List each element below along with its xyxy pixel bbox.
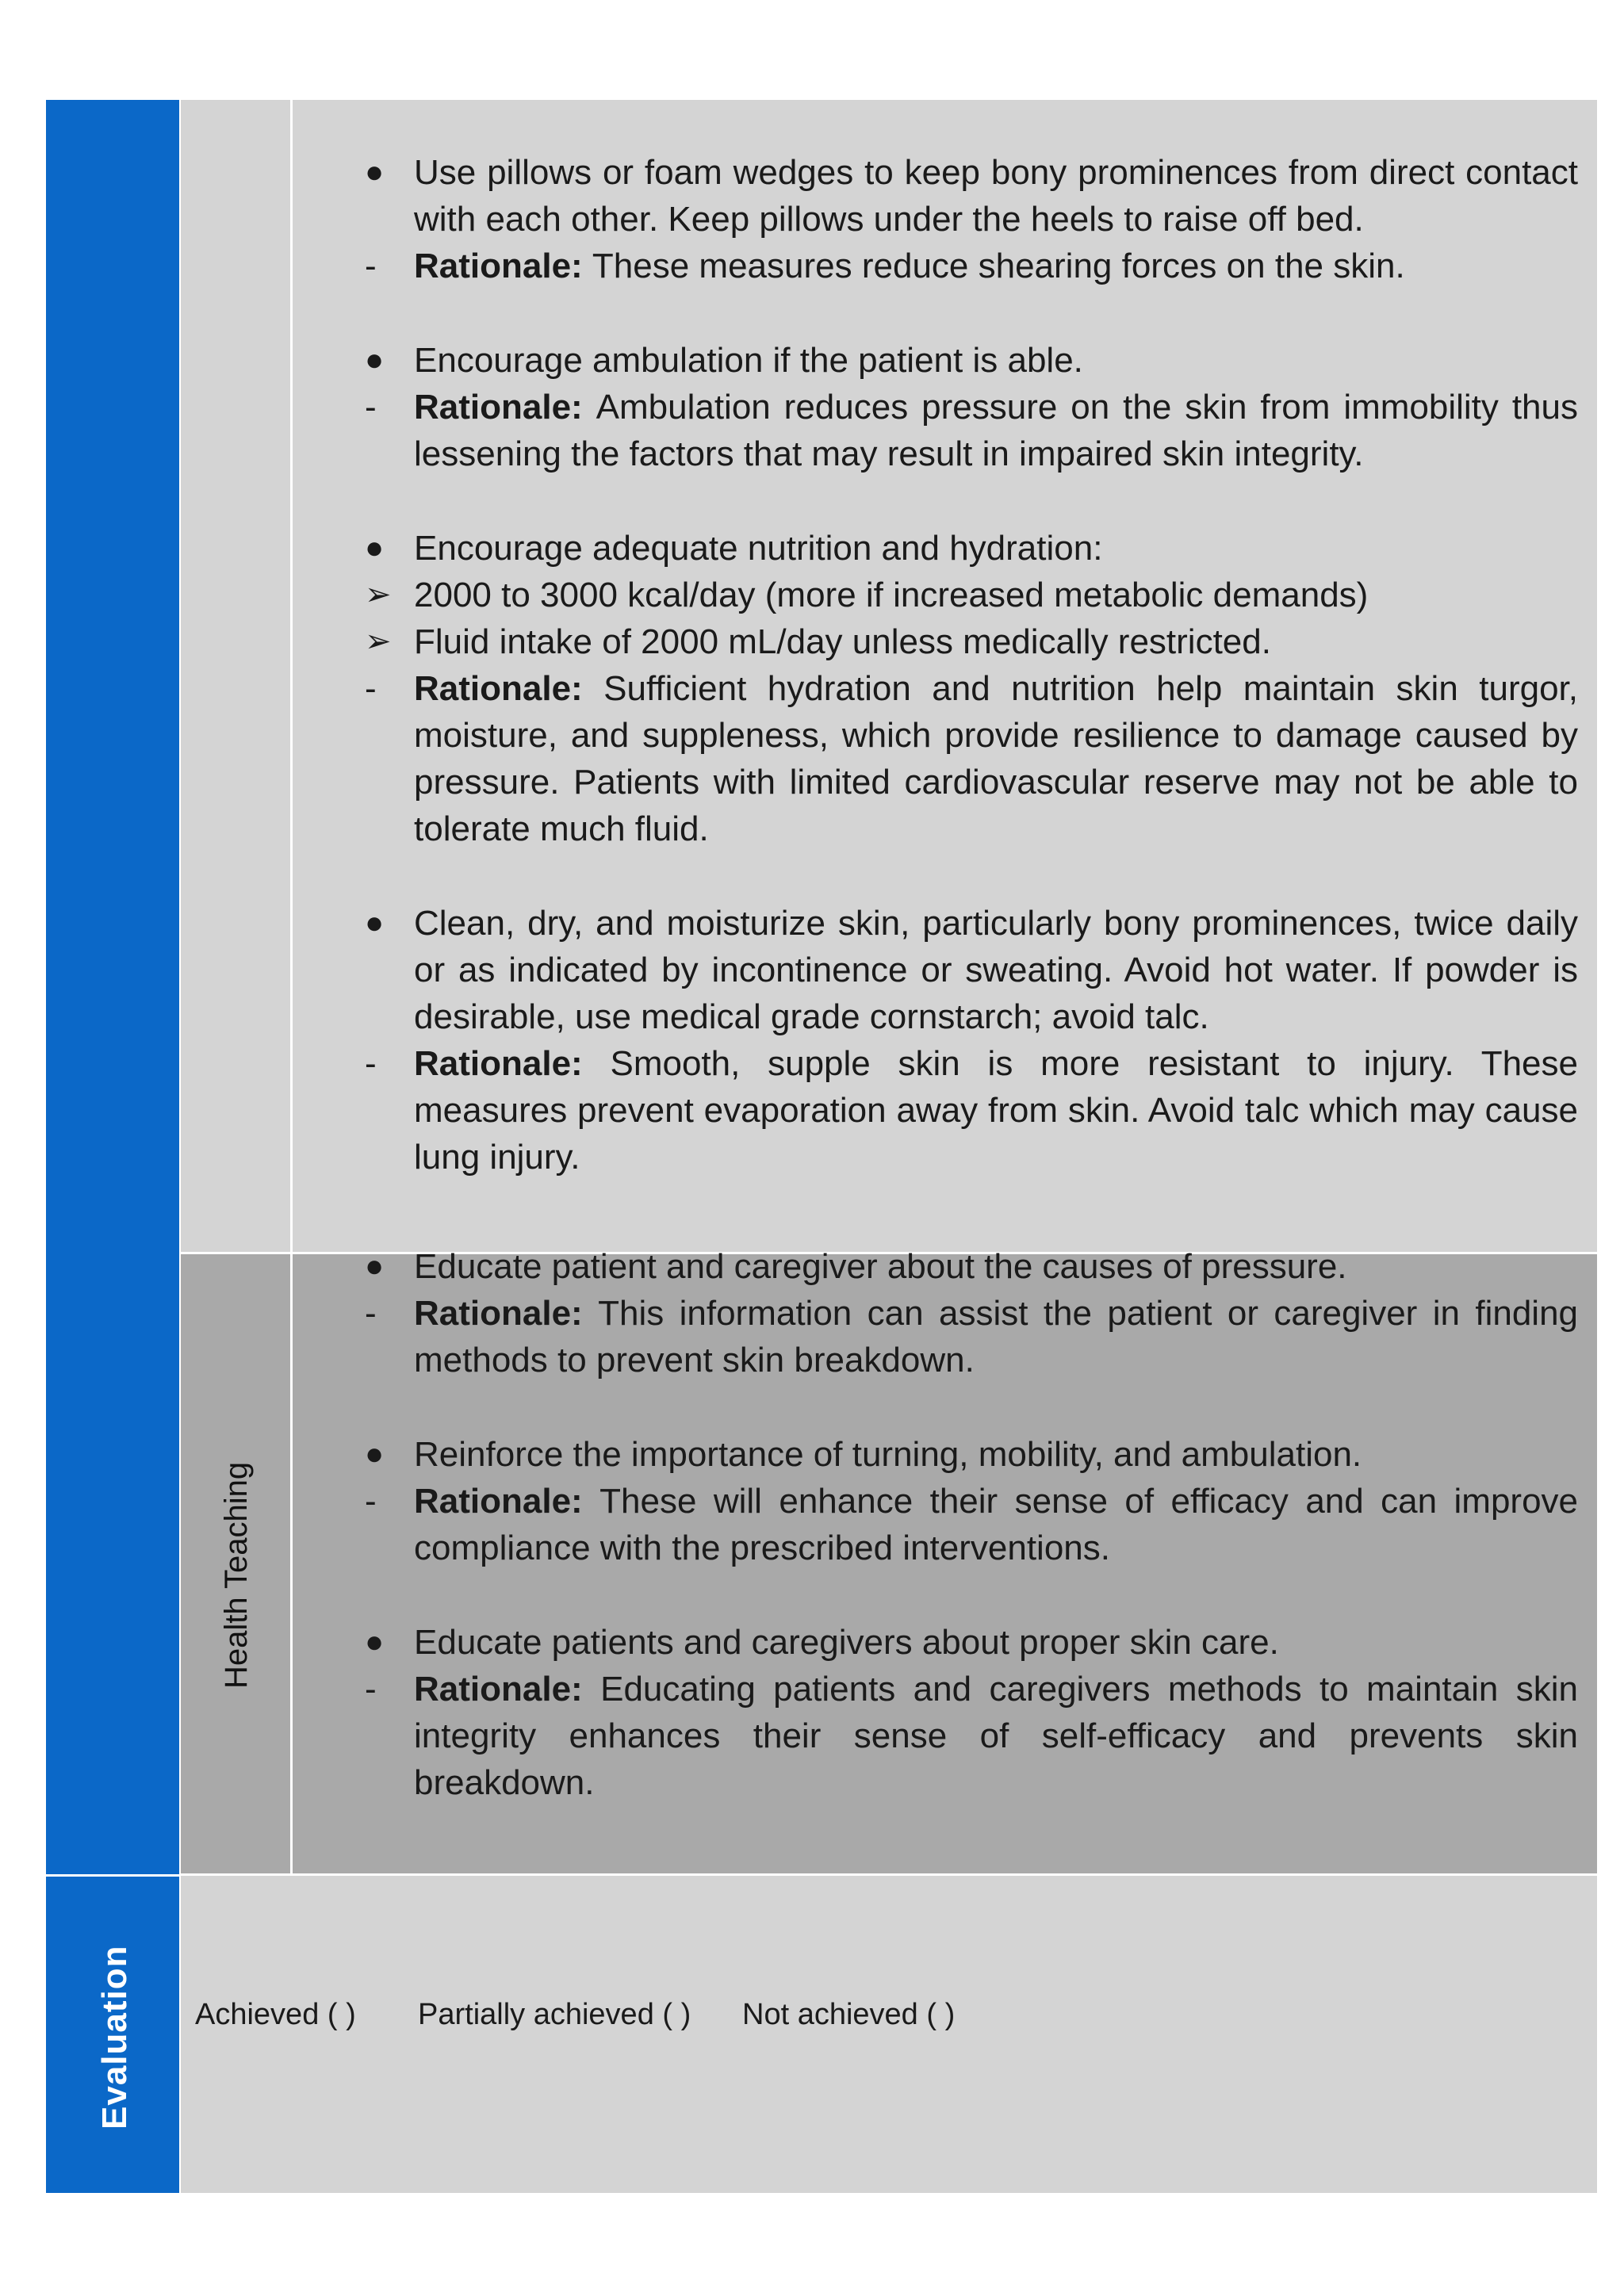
interventions-list [365, 149, 1578, 1181]
evaluation-option-achieved[interactable]: Achieved ( ) [195, 1998, 356, 2031]
rationale-label: Rationale: [414, 1294, 599, 1333]
intervention-text: Encourage ambulation if the patient is able. [414, 341, 1083, 380]
sub-item-text: Fluid intake of 2000 mL/day unless medically restricted. [414, 622, 1271, 661]
inner-column-divider [290, 100, 293, 1874]
intervention-block [365, 525, 1578, 852]
rationale-label: Rationale: [414, 388, 596, 427]
evaluation-option-not-achieved[interactable]: Not achieved ( ) [742, 1998, 956, 2031]
teaching-text: Educate patients and caregivers about proper skin care. [414, 1623, 1279, 1662]
bullet-item [365, 1619, 1578, 1666]
evaluation-panel [181, 1876, 1597, 2193]
rationale-text: Sufficient hydration and nutrition help maintain skin turgor, moisture, and suppleness, which provide resilience to damage caused by pressure. Patients with limited cardiovascular reserve may not be able to tolerate much fluid. [414, 669, 1578, 848]
rationale-text: Educating patients and caregivers methods to maintain skin integrity enhances their sense of self-efficacy and prevents skin breakdown. [414, 1670, 1578, 1802]
sub-item [365, 618, 1578, 665]
teaching-text: Educate patient and caregiver about the causes of pressure. [414, 1247, 1347, 1286]
bullet-icon: ● [365, 530, 385, 565]
rationale-text: Ambulation reduces pressure on the skin from immobility thus lessening the factors that may result in impaired skin integrity. [414, 388, 1578, 473]
rationale-item [365, 243, 1578, 289]
rationale-label: Rationale: [414, 1044, 611, 1083]
health-teaching-label: Health Teaching [219, 1461, 254, 1689]
dash-icon: - [365, 247, 377, 285]
dash-icon: - [365, 1294, 377, 1333]
arrow-bullet-icon: ➢ [365, 624, 392, 659]
health-teaching-list [365, 1243, 1579, 1806]
bullet-item [365, 337, 1578, 384]
dash-icon: - [365, 388, 377, 427]
teaching-block [365, 1243, 1579, 1383]
teaching-text: Reinforce the importance of turning, mobility, and ambulation. [414, 1435, 1362, 1474]
rationale-item [365, 665, 1578, 852]
dash-icon: - [365, 669, 377, 708]
dash-icon: - [365, 1044, 377, 1083]
rationale-text: These measures reduce shearing forces on the skin. [592, 247, 1405, 285]
blue-bar-divider [46, 1874, 179, 1877]
rationale-text: This information can assist the patient or caregiver in finding methods to prevent skin breakdown. [414, 1294, 1579, 1380]
intervention-block [365, 337, 1578, 477]
intervention-block [365, 149, 1578, 289]
evaluation-option-partially-achieved[interactable]: Partially achieved ( ) [418, 1998, 691, 2031]
bullet-icon: ● [365, 1624, 385, 1659]
rationale-item [365, 1290, 1579, 1383]
row-divider-2 [181, 1873, 1597, 1876]
bullet-icon: ● [365, 1249, 385, 1284]
intervention-text: Use pillows or foam wedges to keep bony prominences from direct contact with each other. Keep pillows under the heels to raise off bed. [414, 153, 1578, 239]
bullet-item [365, 1431, 1578, 1478]
sub-item [365, 572, 1578, 618]
rationale-item [365, 1478, 1579, 1571]
bullet-item [365, 1243, 1578, 1290]
sub-item-text: 2000 to 3000 kcal/day (more if increased metabolic demands) [414, 576, 1369, 614]
rationale-label: Rationale: [414, 1670, 601, 1709]
rationale-label: Rationale: [414, 669, 604, 708]
rationale-label: Rationale: [414, 1482, 600, 1521]
bullet-item [365, 149, 1578, 243]
intervention-text: Encourage adequate nutrition and hydration: [414, 529, 1103, 568]
rationale-label: Rationale: [414, 247, 592, 285]
bullet-icon: ● [365, 905, 385, 940]
bullet-item [365, 900, 1578, 1040]
rationale-text: These will enhance their sense of efficacy and can improve compliance with the prescribed interventions. [414, 1482, 1579, 1567]
rationale-item [365, 1666, 1578, 1806]
bullet-icon: ● [365, 155, 385, 189]
rationale-text: Smooth, supple skin is more resistant to injury. These measures prevent evaporation away from skin. Avoid talc which may cause lung injury. [414, 1044, 1578, 1177]
arrow-bullet-icon: ➢ [365, 577, 392, 612]
bullet-icon: ● [365, 1437, 385, 1471]
dash-icon: - [365, 1482, 377, 1521]
dash-icon: - [365, 1670, 377, 1709]
teaching-block [365, 1619, 1578, 1806]
teaching-block [365, 1431, 1579, 1571]
bullet-item [365, 525, 1578, 572]
rationale-item [365, 384, 1578, 477]
evaluation-label: Evaluation [95, 1945, 134, 2130]
intervention-text: Clean, dry, and moisturize skin, particularly bony prominences, twice daily or as indicated by incontinence or sweating. Avoid hot water. If powder is desirable, use medical grade cornstarch; avoid talc. [414, 904, 1578, 1036]
bullet-icon: ● [365, 342, 385, 377]
rationale-item [365, 1040, 1578, 1181]
intervention-block [365, 900, 1578, 1181]
left-blue-bar [46, 100, 179, 2193]
